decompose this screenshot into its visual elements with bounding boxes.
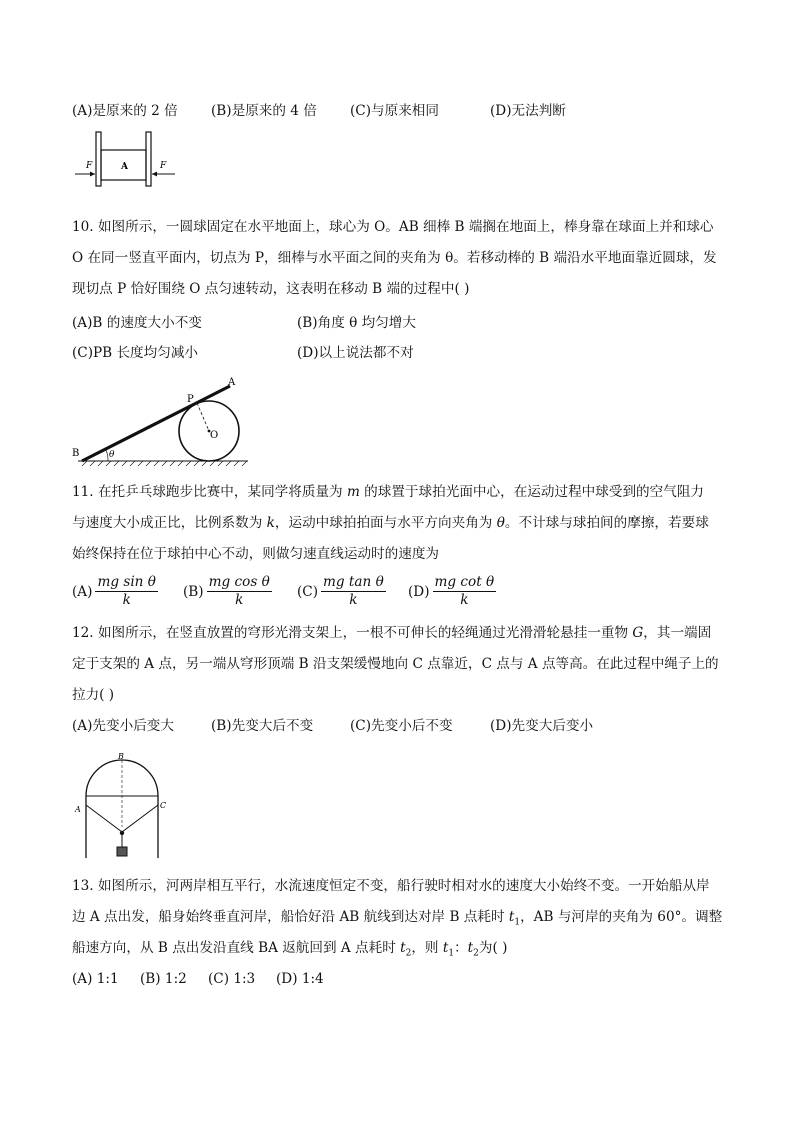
- q11-line-3: 始终保持在位于球拍中心不动，则做匀速直线运动时的速度为: [72, 546, 440, 562]
- q12-figure-dome-support: [70, 750, 170, 862]
- q13-line-1: 13. 如图所示，河两岸相互平行，水流速度恒定不变，船行驶时相对水的速度大小始终不变。一开始船从岸: [72, 878, 710, 894]
- q10-line-3: 现切点 P 恰好围绕 O 点匀速转动，这表明在移动 B 端的过程中( ): [72, 281, 470, 297]
- q13-option-c: (C) 1:3: [208, 971, 256, 987]
- q13-option-b: (B) 1:2: [140, 971, 187, 987]
- q10-label-p: P: [187, 394, 194, 405]
- q10-line-1: 10. 如图所示，一圆球固定在水平地面上，球心为 O。AB 细棒 B 端搁在地面上，棒身靠在球面上并和球心: [72, 219, 714, 235]
- q9-option-c: (C)与原来相同: [350, 103, 439, 119]
- q10-label-theta: θ: [109, 450, 115, 460]
- q10-figure-rod-sphere: [68, 372, 258, 467]
- q13-option-d: (D) 1:4: [276, 971, 324, 987]
- q12-line-3: 拉力( ): [72, 687, 115, 703]
- q11-option-a: (A) $\frac{\text{mg sin θ}}{k}$: [72, 574, 156, 608]
- q12-line-2: 定于支架的 A 点，另一端从穹形顶端 B 沿支架缓慢地向 C 点靠近，C 点与 A 点等高。在此过程中绳子上的: [72, 656, 719, 672]
- q9-label-right-f: F: [160, 161, 167, 171]
- q11-line-1: 11. 在托乒乓球跑步比赛中，某同学将质量为 m 的球置于球拍光面中心，在运动过程中球受到的空气阻力: [72, 484, 705, 500]
- q9-option-b: (B)是原来的 4 倍: [211, 103, 317, 119]
- q10-line-2: O 在同一竖直平面内，切点为 P，细棒与水平面之间的夹角为 θ。若移动棒的 B 端沿水平地面靠近圆球，发: [72, 250, 717, 266]
- q13-option-a: (A) 1:1: [72, 971, 119, 987]
- q12-option-d: (D)先变大后变小: [490, 718, 594, 734]
- q12-label-b: B: [118, 752, 124, 761]
- q12-option-b: (B)先变大后不变: [211, 718, 314, 734]
- q9-figure-clamp: [70, 130, 185, 190]
- q9-option-a: (A)是原来的 2 倍: [72, 103, 178, 119]
- q10-option-a: (A)B 的速度大小不变: [72, 315, 202, 331]
- q9-label-a: A: [121, 162, 128, 172]
- q10-label-a: A: [228, 377, 236, 388]
- q13-line-2: 边 A 点出发，船身始终垂直河岸，船恰好沿 AB 航线到达对岸 B 点耗时 $t_1$，AB 与河岸的夹角为 60°。调整: [72, 909, 723, 928]
- q11-option-b: (B) $\frac{\text{mg cos θ}}{k}$: [183, 574, 270, 608]
- q12-label-a: A: [75, 805, 81, 814]
- q12-line-1: 12. 如图所示，在竖直放置的穹形光滑支架上，一根不可伸长的轻绳通过光滑滑轮悬挂一重物 G，其一端固: [72, 625, 712, 641]
- q10-option-b: (B)角度 θ 均匀增大: [297, 315, 416, 331]
- q9-option-d: (D)无法判断: [490, 103, 566, 119]
- q13-line-3: 船速方向，从 B 点出发沿直线 BA 返航回到 A 点耗时 $t_2$，则 $t_1$：$t_2$为( ): [72, 940, 508, 959]
- q10-label-o: O: [210, 430, 219, 441]
- q10-option-d: (D)以上说法都不对: [297, 345, 414, 361]
- q9-label-left-f: F: [86, 161, 93, 171]
- q11-line-2: 与速度大小成正比，比例系数为 k，运动中球拍拍面与水平方向夹角为 θ。不计球与球拍间的摩擦，若要球: [72, 515, 709, 531]
- q11-option-d: (D) $\frac{\text{mg cot θ}}{k}$: [408, 574, 495, 608]
- q11-option-c: (C) $\frac{\text{mg tan θ}}{k}$: [297, 574, 384, 608]
- q10-label-b: B: [72, 448, 80, 459]
- q12-label-c: C: [160, 801, 167, 810]
- q10-option-c: (C)PB 长度均匀减小: [72, 345, 199, 361]
- q12-option-c: (C)先变小后不变: [350, 718, 453, 734]
- q12-option-a: (A)先变小后变大: [72, 718, 174, 734]
